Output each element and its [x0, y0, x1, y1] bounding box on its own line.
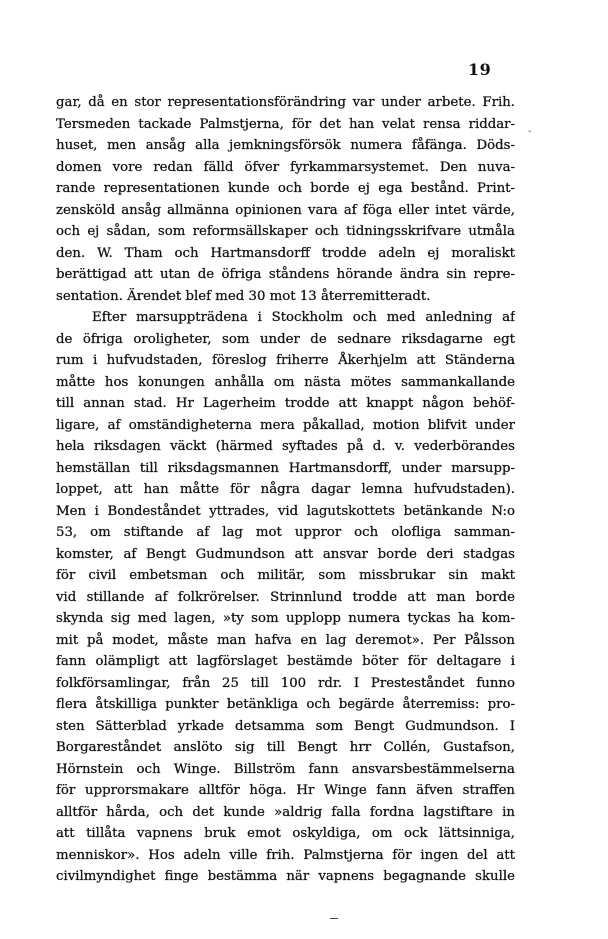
- text-line: att tillåta vapnens bruk emot oskyldiga, om ock lättsinniga,: [56, 826, 515, 841]
- text-line: de öfriga oroligheter, som under de sednare riksdagarne egt: [56, 331, 515, 347]
- text-line: huset, men ansåg alla jemkningsförsök numera fåfänga. Döds-: [56, 138, 515, 153]
- text-line: hela riksdagen väckt (härmed syftades på d. v. vederbörandes: [56, 439, 515, 454]
- text-line: Tersmeden tackade Palmstjerna, för det han velat rensa riddar-: [56, 116, 515, 132]
- text-line: rande representationen kunde och borde ej ega bestånd. Print-: [56, 181, 515, 196]
- page-number: 19: [468, 60, 492, 79]
- text-line: sentation. Ärendet blef med 30 mot 13 återremitteradt.: [56, 288, 431, 304]
- text-line: måtte hos konungen anhålla om nästa mötes sammankallande: [56, 374, 515, 390]
- text-line: civilmyndighet finge bestämma när vapnens begagnande skulle: [56, 869, 515, 884]
- body-text: [56, 92, 515, 888]
- text-line: Efter marsuppträdena i Stockholm och med anledning af: [92, 310, 515, 325]
- text-line: för upprorsmakare alltför höga. Hr Winge fann äfven straffen: [56, 783, 515, 798]
- text-line: berättigad att utan de öfriga ståndens hörande ändra sin repre-: [56, 267, 515, 282]
- text-line: komster, af Bengt Gudmundson att ansvar borde deri stadgas: [56, 546, 515, 562]
- text-line: och ej sådan, som reformsällskaper och tidningsskrifvare utmåla: [56, 224, 515, 239]
- text-line: fann olämpligt att lagförslaget bestämde böter för deltagare i: [56, 654, 515, 669]
- text-line: ligare, af omständigheterna mera påkallad, motion blifvit under: [56, 417, 515, 433]
- text-line: 53, om stiftande af lag mot uppror och olofliga samman-: [56, 525, 515, 540]
- text-line: menniskor». Hos adeln ville frih. Palmstjerna för ingen del att: [56, 847, 515, 863]
- text-line: loppet, att han måtte för några dagar lemna hufvudstaden).: [56, 482, 515, 497]
- text-line: gar, då en stor representationsförändring var under arbete. Frih.: [56, 95, 515, 110]
- text-line: Hörnstein och Winge. Billström fann ansvarsbestämmelserna: [56, 761, 515, 777]
- text-line: skynda sig med lagen, »ty som upplopp numera tyckas ha kom-: [56, 611, 515, 626]
- text-line: för civil embetsman och militär, som missbrukar sin makt: [56, 568, 515, 583]
- text-line: flera åtskilliga punkter betänkliga och begärde återremiss: pro-: [56, 697, 515, 712]
- text-line: den. W. Tham och Hartmansdorff trodde adeln ej moraliskt: [56, 245, 515, 261]
- text-line: alltför hårda, och det kunde »aldrig falla fordna lagstiftare in: [56, 804, 515, 820]
- text-line: hemställan till riksdagsmannen Hartmansdorff, under marsupp-: [56, 460, 515, 476]
- text-line: domen vore redan fälld öfver fyrkammarsystemet. Den nuva-: [56, 159, 515, 175]
- text-line: Borgareståndet anslöto sig till Bengt hrr Collén, Gustafson,: [56, 740, 515, 755]
- text-line: sten Sätterblad yrkade detsamma som Bengt Gudmundson. I: [56, 718, 515, 734]
- text-line: mit på modet, måste man hafva en lag deremot». Per Pålsson: [56, 632, 515, 648]
- text-line: vid stillande af folkrörelser. Strinnlund trodde att man borde: [56, 589, 515, 605]
- text-line: rum i hufvudstaden, föreslog friherre Åkerhjelm att Ständerna: [56, 353, 515, 368]
- text-line: zensköld ansåg allmänna opinionen vara af föga eller intet värde,: [56, 202, 515, 218]
- margin-mark: -: [528, 126, 532, 137]
- text-line: folkförsamlingar, från 25 till 100 rdr. I Presteståndet funno: [56, 675, 515, 691]
- footer-mark: [330, 918, 338, 919]
- text-line: Men i Bondeståndet yttrades, vid lagutskottets betänkande N:o: [56, 503, 515, 519]
- text-line: till annan stad. Hr Lagerheim trodde att knappt någon behöf-: [56, 396, 515, 411]
